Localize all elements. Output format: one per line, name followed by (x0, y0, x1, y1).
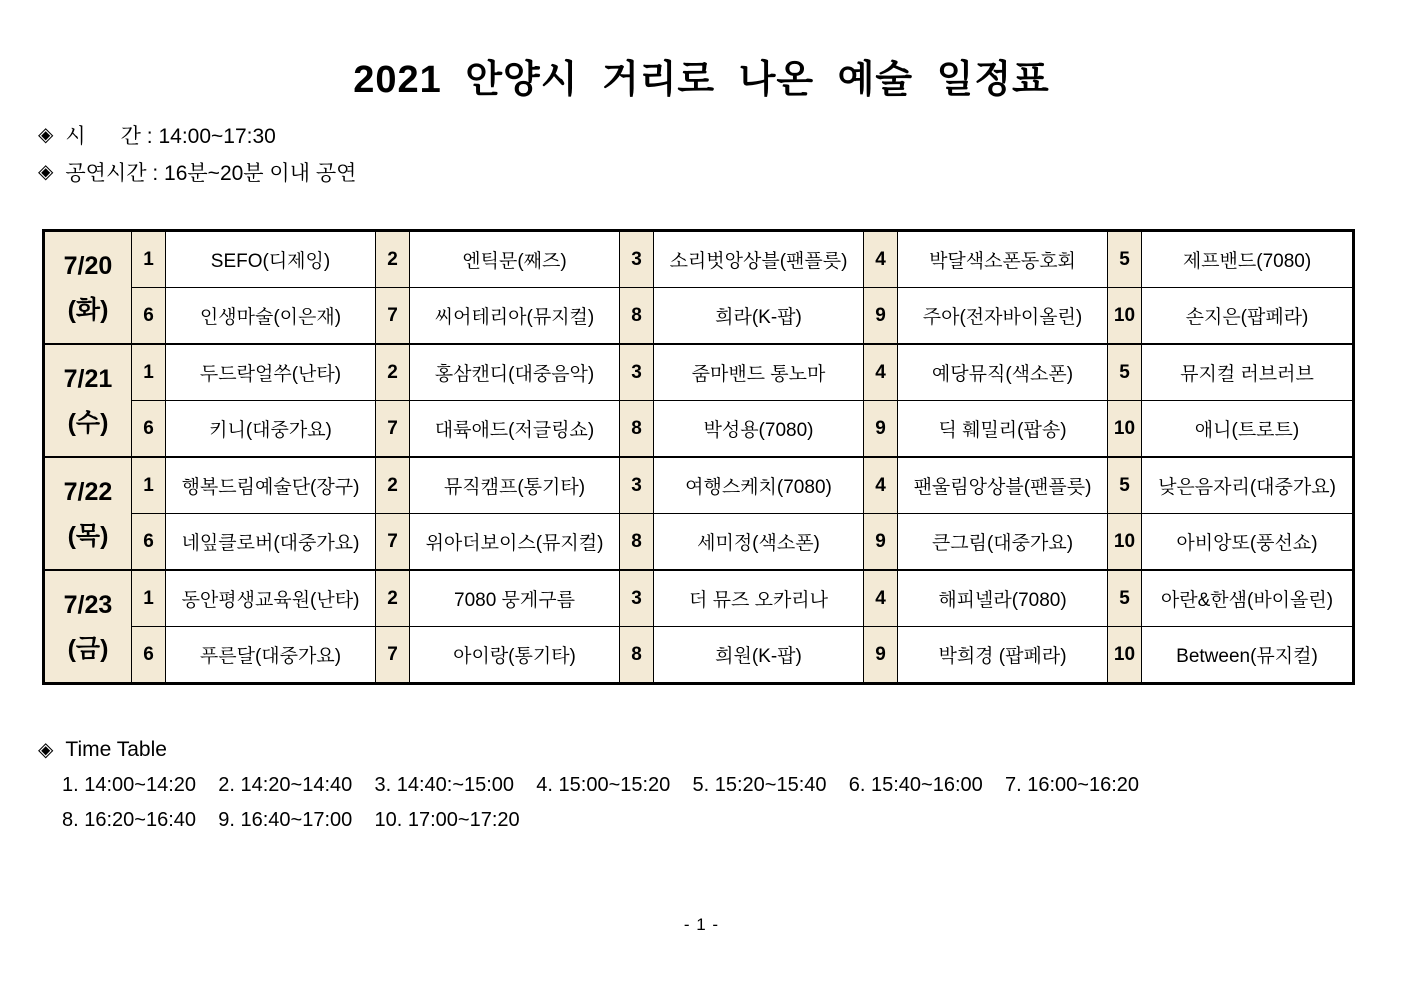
performance-name: 큰그림(대중가요) (898, 514, 1108, 571)
performance-num: 8 (620, 514, 654, 571)
table-row (44, 231, 1354, 288)
performance-name: 네잎클로버(대중가요) (166, 514, 376, 571)
performance-num: 1 (132, 231, 166, 288)
performance-num: 10 (1108, 288, 1142, 345)
performance-name: 키니(대중가요) (166, 401, 376, 458)
date-label: 7/21 (63, 364, 113, 393)
performance-num: 5 (1108, 231, 1142, 288)
schedule-table-wrap (42, 229, 1355, 685)
performance-name: 애니(트로트) (1142, 401, 1354, 458)
performance-num: 3 (620, 570, 654, 627)
table-row (44, 570, 1354, 627)
performance-name: 행복드림예술단(장구) (166, 457, 376, 514)
performance-num: 3 (620, 457, 654, 514)
table-row (44, 514, 1354, 571)
performance-name: 딕 훼밀리(팝송) (898, 401, 1108, 458)
performance-name: 여행스케치(7080) (654, 457, 864, 514)
weekday-label: (목) (67, 521, 109, 550)
performance-num: 5 (1108, 344, 1142, 401)
weekday-label: (화) (67, 295, 109, 324)
performance-num: 8 (620, 401, 654, 458)
table-row (44, 344, 1354, 401)
performance-name: 아란&한샘(바이올린) (1142, 570, 1354, 627)
diamond-bullet-icon: ◈ (38, 739, 54, 761)
performance-name: 씨어테리아(뮤지컬) (410, 288, 620, 345)
performance-name: SEFO(디제잉) (166, 231, 376, 288)
performance-name: 아비앙또(풍선쇼) (1142, 514, 1354, 571)
table-row (44, 627, 1354, 684)
date-cell (44, 570, 132, 684)
performance-name: Between(뮤지컬) (1142, 627, 1354, 684)
performance-num: 5 (1108, 570, 1142, 627)
date-cell (44, 231, 132, 345)
timetable-heading (38, 737, 1139, 762)
performance-num: 6 (132, 627, 166, 684)
performance-name: 동안평생교육원(난타) (166, 570, 376, 627)
performance-num: 3 (620, 231, 654, 288)
performance-num: 9 (864, 401, 898, 458)
performance-name: 두드락얼쑤(난타) (166, 344, 376, 401)
info-section (38, 116, 356, 190)
performance-name: 줌마밴드 통노마 (654, 344, 864, 401)
performance-name: 푸른달(대중가요) (166, 627, 376, 684)
performance-num: 10 (1108, 627, 1142, 684)
page-title: 2021 안양시 거리로 나온 예술 일정표 (353, 59, 1050, 101)
timetable-heading-text: Time Table (65, 737, 167, 761)
performance-name: 7080 뭉게구름 (410, 570, 620, 627)
date-cell (44, 457, 132, 570)
performance-num: 7 (376, 288, 410, 345)
performance-name: 박성용(7080) (654, 401, 864, 458)
date-label: 7/22 (63, 477, 113, 506)
performance-num: 4 (864, 570, 898, 627)
weekday-label: (수) (67, 408, 109, 437)
performance-name: 대륙애드(저글링쇼) (410, 401, 620, 458)
performance-name: 예당뮤직(색소폰) (898, 344, 1108, 401)
performance-name: 아이랑(통기타) (410, 627, 620, 684)
performance-name: 주아(전자바이올린) (898, 288, 1108, 345)
performance-num: 2 (376, 457, 410, 514)
performance-name: 낮은음자리(대중가요) (1142, 457, 1354, 514)
performance-num: 3 (620, 344, 654, 401)
performance-name: 박희경 (팝페라) (898, 627, 1108, 684)
performance-num: 10 (1108, 514, 1142, 571)
performance-name: 뮤지컬 러브러브 (1142, 344, 1354, 401)
performance-name: 세미정(색소폰) (654, 514, 864, 571)
performance-num: 1 (132, 344, 166, 401)
performance-name: 뮤직캠프(통기타) (410, 457, 620, 514)
performance-num: 1 (132, 570, 166, 627)
performance-num: 6 (132, 401, 166, 458)
performance-name: 희라(K-팝) (654, 288, 864, 345)
performance-num: 2 (376, 344, 410, 401)
performance-name: 소리벗앙상블(팬플릇) (654, 231, 864, 288)
page-number: - 1 - (683, 915, 720, 934)
timetable-line-2: 8. 16:20~16:40 9. 16:40~17:00 10. 17:00~17:20 (62, 809, 520, 831)
performance-num: 4 (864, 344, 898, 401)
diamond-bullet-icon: ◈ (38, 161, 54, 183)
diamond-bullet-icon: ◈ (38, 124, 54, 146)
timetable-line-1: 1. 14:00~14:20 2. 14:20~14:40 3. 14:40:~15:00 4. 15:00~15:20 5. 15:20~15:40 6. 15:40~16:00 7. 16:00~16:20 (62, 774, 1140, 796)
timetable-section (38, 737, 1139, 832)
performance-num: 9 (864, 627, 898, 684)
performance-num: 7 (376, 514, 410, 571)
performance-num: 1 (132, 457, 166, 514)
performance-name: 팬울림앙상블(팬플릇) (898, 457, 1108, 514)
table-row (44, 288, 1354, 345)
performance-num: 2 (376, 570, 410, 627)
performance-num: 9 (864, 514, 898, 571)
performance-name: 해피넬라(7080) (898, 570, 1108, 627)
schedule-table (42, 229, 1355, 685)
weekday-label: (금) (67, 634, 109, 663)
performance-num: 4 (864, 457, 898, 514)
performance-num: 4 (864, 231, 898, 288)
info-time-text: 시 간 : 14:00~17:30 (65, 124, 276, 148)
performance-num: 6 (132, 514, 166, 571)
info-line-duration (38, 153, 356, 190)
performance-num: 8 (620, 627, 654, 684)
performance-name: 제프밴드(7080) (1142, 231, 1354, 288)
performance-name: 엔틱문(째즈) (410, 231, 620, 288)
performance-num: 10 (1108, 401, 1142, 458)
performance-name: 홍삼캔디(대중음악) (410, 344, 620, 401)
performance-name: 더 뮤즈 오카리나 (654, 570, 864, 627)
date-cell (44, 344, 132, 457)
table-row (44, 457, 1354, 514)
date-label: 7/20 (63, 251, 113, 280)
performance-num: 9 (864, 288, 898, 345)
date-label: 7/23 (63, 590, 113, 619)
performance-num: 6 (132, 288, 166, 345)
performance-name: 위아더보이스(뮤지컬) (410, 514, 620, 571)
performance-name: 인생마술(이은재) (166, 288, 376, 345)
info-duration-text: 공연시간 : 16분~20분 이내 공연 (65, 161, 357, 185)
performance-name: 손지은(팝페라) (1142, 288, 1354, 345)
table-row (44, 401, 1354, 458)
performance-name: 희원(K-팝) (654, 627, 864, 684)
performance-num: 5 (1108, 457, 1142, 514)
performance-name: 박달색소폰동호회 (898, 231, 1108, 288)
performance-num: 2 (376, 231, 410, 288)
performance-num: 7 (376, 401, 410, 458)
performance-num: 7 (376, 627, 410, 684)
info-line-time (38, 116, 356, 153)
performance-num: 8 (620, 288, 654, 345)
